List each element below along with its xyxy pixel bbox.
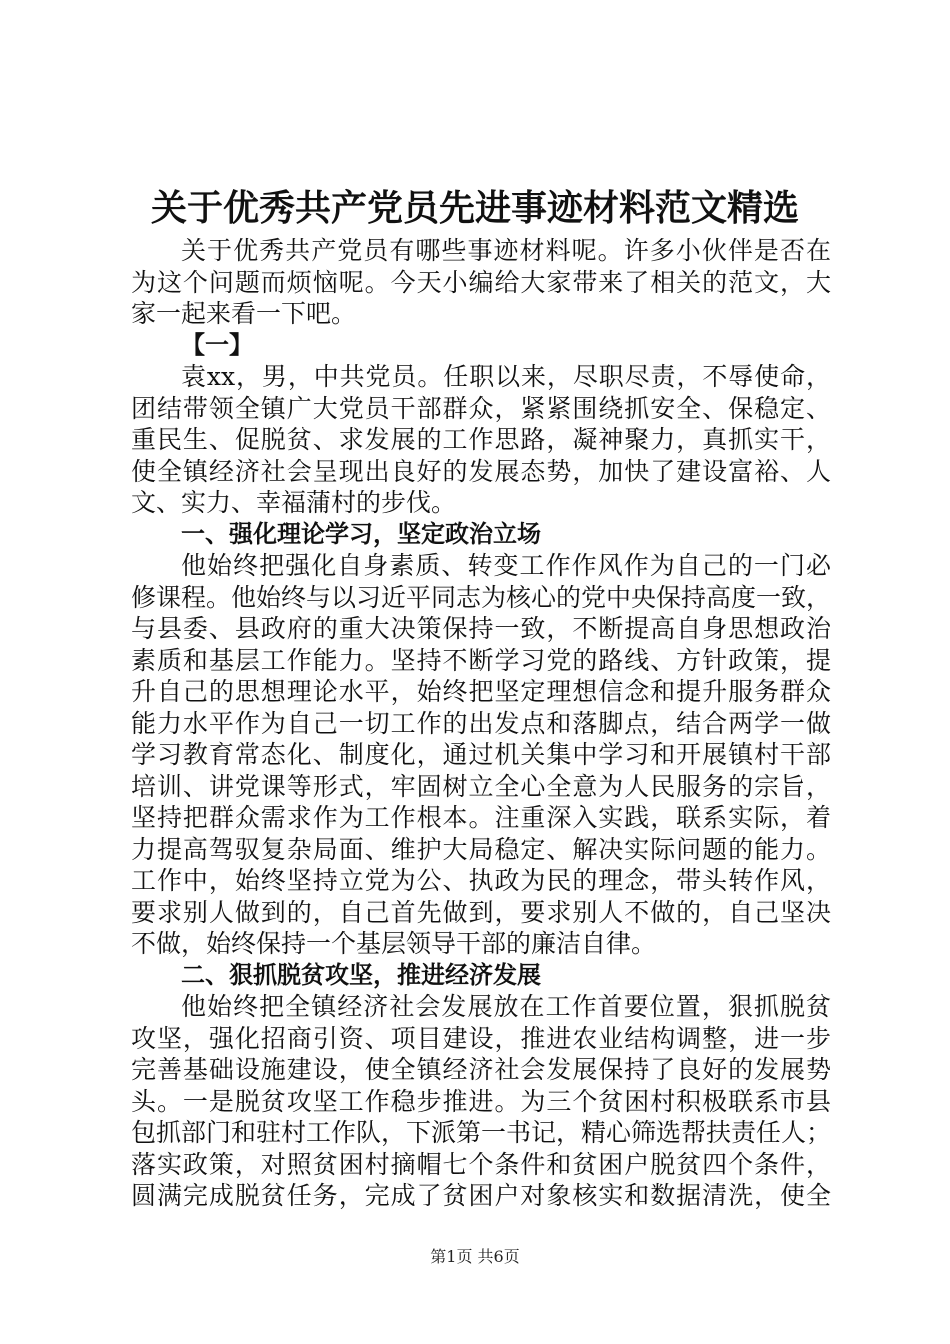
paragraph-line: 要求别人做到的，自己首先做到，要求别人不做的，自己坚决 bbox=[131, 897, 831, 927]
paragraph-line: 不做，始终保持一个基层领导干部的廉洁自律。 bbox=[131, 929, 657, 958]
intro-line-1: 关于优秀共产党员有哪些事迹材料呢。许多小伙伴是否在 bbox=[181, 236, 831, 265]
paragraph-line: 包抓部门和驻村工作队，下派第一书记，精心筛选帮扶责任人； bbox=[131, 1118, 831, 1147]
paragraph-line: 工作中，始终坚持立党为公、执政为民的理念，带头转作风， bbox=[131, 866, 831, 895]
paragraph-line: 素质和基层工作能力。坚持不断学习党的路线、方针政策，提 bbox=[131, 645, 831, 675]
paragraph-line: 他始终把强化自身素质、转变工作作风作为自己的一门必 bbox=[181, 551, 831, 580]
paragraph-line: 与县委、县政府的重大决策保持一致，不断提高自身思想政治 bbox=[131, 614, 831, 643]
paragraph-line: 袁xx，男，中共党员。任职以来，尽职尽责，不辱使命， bbox=[181, 362, 831, 391]
paragraph-line: 落实政策，对照贫困村摘帽七个条件和贫困户脱贫四个条件， bbox=[131, 1149, 831, 1179]
paragraph-line: 学习教育常态化、制度化，通过机关集中学习和开展镇村干部 bbox=[131, 740, 831, 769]
paragraph-line: 完善基础设施建设，使全镇经济社会发展保持了良好的发展势 bbox=[131, 1055, 831, 1084]
paragraph-line: 坚持把群众需求作为工作根本。注重深入实践，联系实际，着 bbox=[131, 803, 831, 832]
section-heading-1: 一、强化理论学习，坚定政治立场 bbox=[181, 519, 541, 548]
paragraph-line: 头。一是脱贫攻坚工作稳步推进。为三个贫困村积极联系市县 bbox=[131, 1086, 831, 1116]
paragraph-line: 圆满完成脱贫任务，完成了贫困户对象核实和数据清洗，使全 bbox=[131, 1181, 831, 1210]
paragraph-line: 攻坚，强化招商引资、项目建设，推进农业结构调整，进一步 bbox=[131, 1023, 831, 1053]
paragraph-line: 团结带领全镇广大党员干部群众，紧紧围绕抓安全、保稳定、 bbox=[131, 393, 831, 423]
paragraph-line: 使全镇经济社会呈现出良好的发展态势，加快了建设富裕、人 bbox=[131, 456, 831, 486]
page-number-footer: 第1页 共6页 bbox=[430, 1247, 520, 1266]
section-heading-2: 二、狠抓脱贫攻坚，推进经济发展 bbox=[181, 960, 541, 989]
section-marker: 【一】 bbox=[181, 330, 253, 359]
paragraph-line: 修课程。他始终与以习近平同志为核心的党中央保持高度一致， bbox=[131, 582, 831, 612]
paragraph-line: 能力水平作为自己一切工作的出发点和落脚点，结合两学一做 bbox=[131, 708, 831, 738]
paragraph-line: 重民生、促脱贫、求发展的工作思路，凝神聚力，真抓实干， bbox=[131, 425, 831, 454]
paragraph-line: 升自己的思想理论水平，始终把坚定理想信念和提升服务群众 bbox=[131, 677, 831, 706]
intro-line-3: 家一起来看一下吧。 bbox=[131, 299, 357, 328]
paragraph-line: 力提高驾驭复杂局面、维护大局稳定、解决实际问题的能力。 bbox=[131, 834, 831, 864]
paragraph-line: 他始终把全镇经济社会发展放在工作首要位置，狠抓脱贫 bbox=[181, 992, 831, 1021]
document-title: 关于优秀共产党员先进事迹材料范文精选 bbox=[150, 188, 799, 229]
paragraph-line: 文、实力、幸福蒲村的步伐。 bbox=[131, 488, 457, 517]
intro-line-2: 为这个问题而烦恼呢。今天小编给大家带来了相关的范文，大 bbox=[131, 267, 831, 297]
paragraph-line: 培训、讲党课等形式，牢固树立全心全意为人民服务的宗旨， bbox=[131, 771, 831, 801]
document-body bbox=[131, 235, 831, 1212]
